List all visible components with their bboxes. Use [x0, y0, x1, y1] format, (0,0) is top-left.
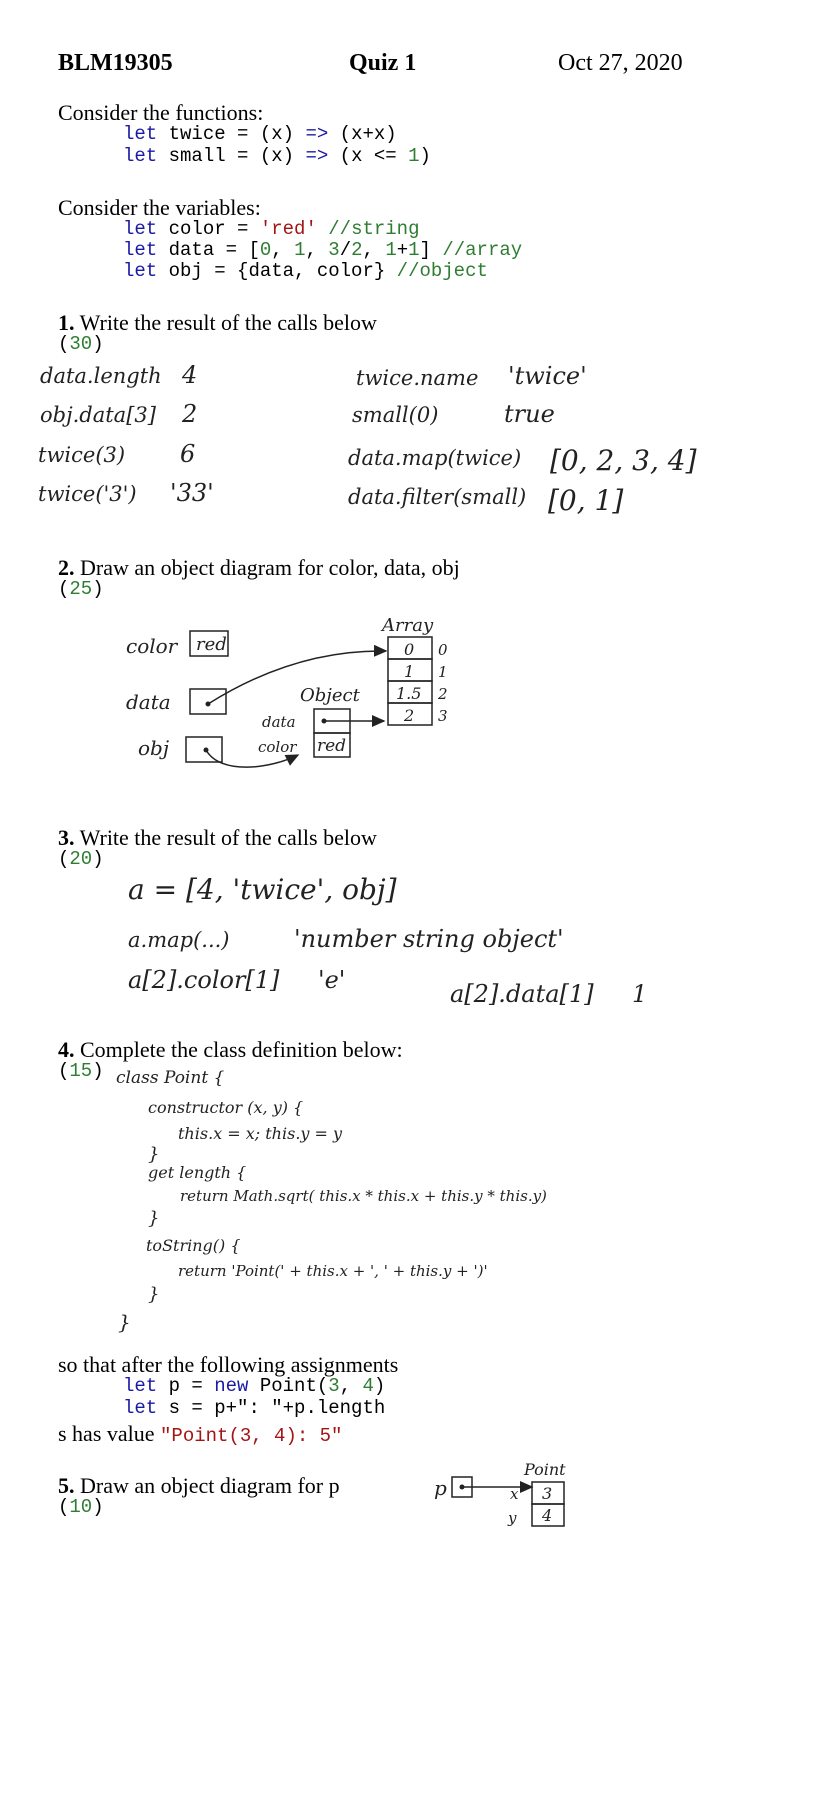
code-obj: let obj = {data, color} //object — [123, 260, 488, 282]
q3-heading: 3. Write the result of the calls below — [58, 825, 377, 850]
course-code: BLM19305 — [58, 50, 173, 76]
q2-heading: 2. Draw an object diagram for color, data, obj — [58, 555, 460, 580]
q4-code-line-5: get length { — [148, 1163, 247, 1182]
q5-y-label: y — [508, 1509, 517, 1527]
q2-obj-label: obj — [138, 736, 170, 760]
q2-array-index-2: 2 — [438, 685, 448, 703]
q2-points: (25) — [58, 578, 104, 600]
q2-object-title: Object — [300, 685, 360, 706]
q2-field-data-label: data — [262, 713, 296, 731]
q4-code-line-6: return Math.sqrt( this.x * this.x + this.y * this.y) — [180, 1187, 547, 1205]
q3-line1: a = [4, 'twice', obj] — [128, 873, 397, 906]
q5-x-value: 3 — [542, 1484, 553, 1503]
q1-points: (30) — [58, 333, 104, 355]
q4-code-line-10: } — [148, 1284, 160, 1305]
q1-right-call-4: data.filter(small) — [348, 485, 527, 509]
q5-heading: 5. Draw an object diagram for p — [58, 1473, 340, 1498]
q5-points: (10) — [58, 1496, 104, 1518]
q4-code-line-4: } — [148, 1144, 160, 1165]
q2-field-color-label: color — [258, 738, 297, 756]
q4-code-line-1: class Point { — [116, 1068, 225, 1088]
q4-code-line-3: this.x = x; this.y = y — [178, 1124, 343, 1143]
q4-code-line-9: return 'Point(' + this.x + ', ' + this.y + ')' — [178, 1262, 488, 1280]
code-small: let small = (x) => (x <= 1) — [123, 145, 431, 167]
q5-x-label: x — [510, 1485, 519, 1503]
q1-left-call-1: data.length — [40, 364, 162, 388]
q2-data-label: data — [126, 690, 171, 714]
q2-array-value-3: 2 — [404, 706, 415, 725]
q3-line3b-result: 1 — [632, 980, 648, 1008]
q1-right-call-2: small(0) — [352, 403, 439, 427]
q2-object-diagram — [110, 605, 470, 780]
q1-heading: 1. Write the result of the calls below — [58, 310, 377, 335]
q2-array-index-0: 0 — [438, 641, 448, 659]
code-twice: let twice = (x) => (x+x) — [123, 123, 397, 145]
q4-code-line-7: } — [148, 1208, 160, 1229]
q3-line3-result: 'e' — [318, 966, 346, 994]
q4-code-line-8: toString() { — [146, 1236, 241, 1255]
code-data: let data = [0, 1, 3/2, 1+1] //array — [123, 239, 523, 261]
q3-line3-call: a[2].color[1] — [128, 966, 280, 994]
q4-code-line-2: constructor (x, y) { — [148, 1098, 304, 1117]
q1-left-call-2: obj.data[3] — [40, 403, 156, 427]
q2-array-value-0: 0 — [404, 640, 415, 659]
q2-array-index-3: 3 — [438, 707, 448, 725]
q2-array-index-1: 1 — [438, 663, 448, 681]
q3-points: (20) — [58, 848, 104, 870]
q5-point-title: Point — [524, 1460, 566, 1479]
q4-after-text: so that after the following assignments — [58, 1352, 399, 1377]
quiz-date: Oct 27, 2020 — [558, 50, 683, 76]
q1-left-call-4: twice('3') — [38, 482, 137, 506]
q5-y-value: 4 — [542, 1506, 553, 1525]
q1-right-result-1: 'twice' — [508, 362, 587, 390]
q1-right-result-4: [0, 1] — [548, 484, 624, 517]
q4-assign-2: let s = p+": "+p.length — [123, 1397, 386, 1419]
q1-left-result-1: 4 — [182, 361, 198, 389]
q2-color-value: red — [196, 634, 227, 655]
variables-heading: Consider the variables: — [58, 195, 261, 220]
q1-right-result-2: true — [504, 400, 555, 428]
q5-p-label: p — [434, 1476, 447, 1500]
q3-line2-result: 'number string object' — [294, 925, 564, 953]
q1-left-call-3: twice(3) — [38, 443, 126, 467]
q5-object-diagram — [428, 1455, 588, 1545]
q1-right-call-3: data.map(twice) — [348, 446, 522, 470]
q4-code-line-11: } — [118, 1310, 131, 1334]
q1-left-result-2: 2 — [182, 400, 198, 428]
q1-left-result-3: 6 — [180, 440, 196, 468]
q4-points: (15) — [58, 1060, 104, 1082]
q4-heading: 4. Complete the class definition below: — [58, 1037, 403, 1062]
q4-s-value-line: s has value "Point(3, 4): 5" — [58, 1421, 343, 1447]
q3-line3b-call: a[2].data[1] — [450, 980, 594, 1008]
functions-heading: Consider the functions: — [58, 100, 264, 125]
q4-assign-1: let p = new Point(3, 4) — [123, 1375, 386, 1397]
q1-right-call-1: twice.name — [356, 366, 479, 390]
q2-field-color-value: red — [317, 736, 347, 756]
q3-line2-call: a.map(...) — [128, 928, 230, 952]
q1-right-result-3: [0, 2, 3, 4] — [550, 444, 697, 477]
q2-array-value-1: 1 — [404, 662, 415, 681]
q2-array-value-2: 1.5 — [396, 684, 422, 703]
q2-array-title: Array — [382, 615, 434, 636]
q1-left-result-4: '33' — [170, 479, 214, 507]
quiz-title: Quiz 1 — [349, 50, 417, 76]
q2-color-label: color — [126, 634, 178, 658]
code-color: let color = 'red' //string — [123, 218, 420, 240]
